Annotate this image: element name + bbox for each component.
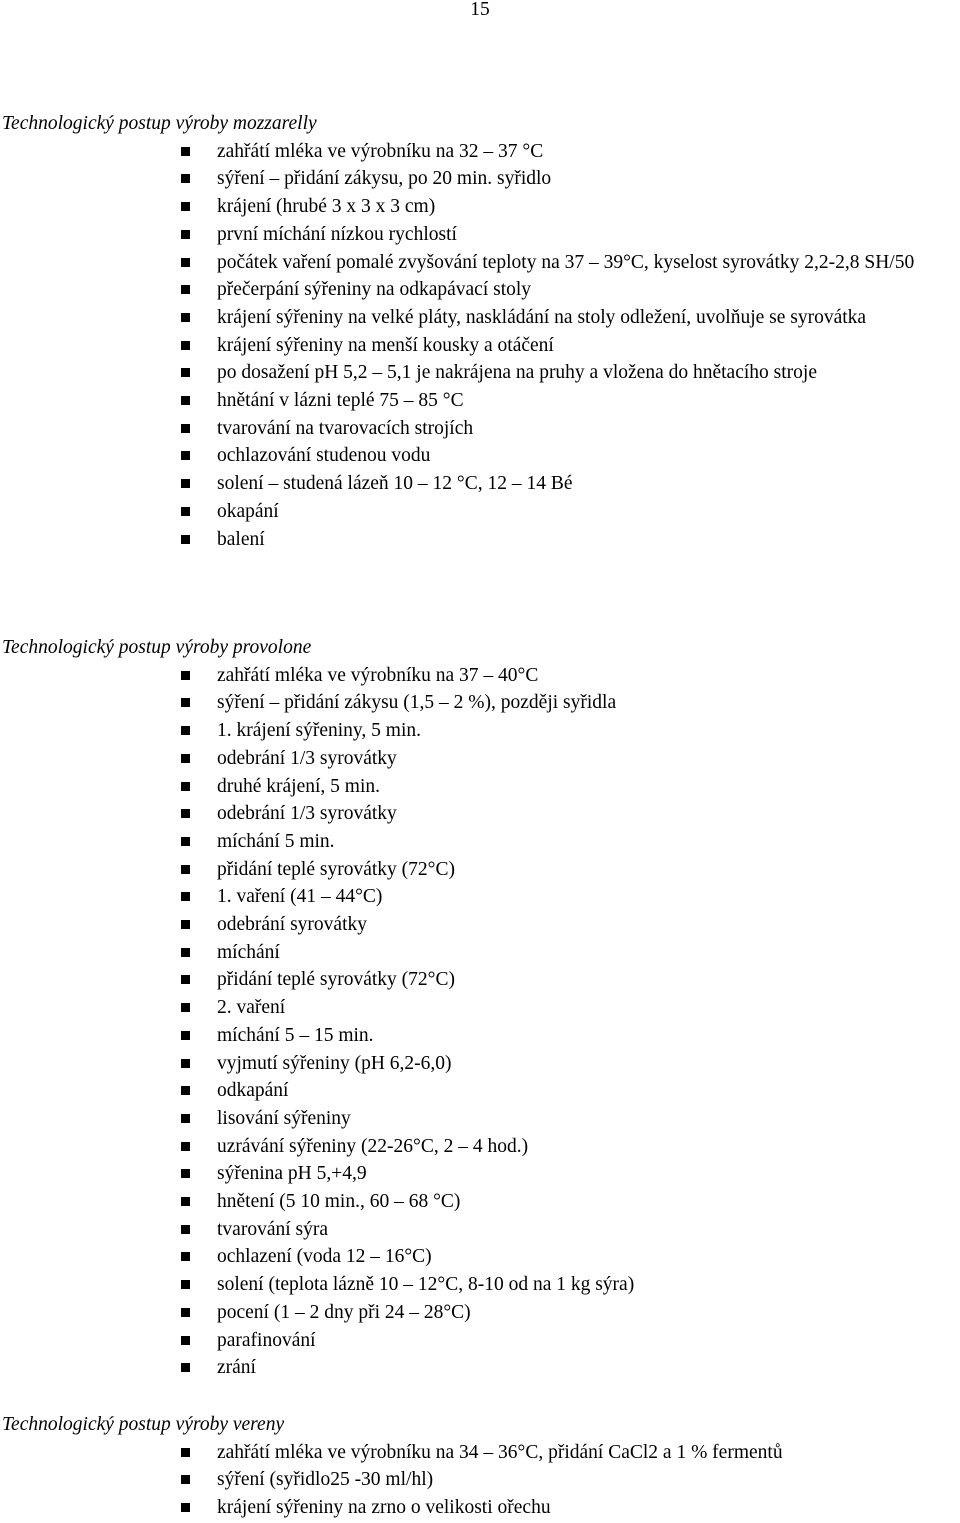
square-bullet-icon (181, 1225, 190, 1234)
list-item: 1. krájení sýřeniny, 5 min. (0, 717, 960, 745)
list-item: přidání teplé syrovátky (72°C) (0, 966, 960, 994)
square-bullet-icon (181, 948, 190, 957)
list-item: 2. vaření (0, 994, 960, 1022)
square-bullet-icon (181, 451, 190, 460)
square-bullet-icon (181, 865, 190, 874)
section-mozzarella (0, 110, 960, 553)
list-item: ochlazování studenou vodu (0, 442, 960, 470)
square-bullet-icon (181, 1336, 190, 1345)
square-bullet-icon (181, 1363, 190, 1372)
list-item: tvarování na tvarovacích strojích (0, 415, 960, 443)
section-title: Technologický postup výroby provolone (2, 637, 312, 658)
list-item: míchání 5 – 15 min. (0, 1022, 960, 1050)
square-bullet-icon (181, 1503, 190, 1512)
list-item: zrání (0, 1354, 960, 1382)
square-bullet-icon (181, 782, 190, 791)
list-item: přečerpání sýřeniny na odkapávací stoly (0, 276, 960, 304)
square-bullet-icon (181, 368, 190, 377)
list-item: míchání (0, 939, 960, 967)
list-item: krájení sýřeniny na velké pláty, naskládání na stoly odležení, uvolňuje se syrovátka (0, 304, 960, 332)
list-item: míchání 5 min. (0, 828, 960, 856)
square-bullet-icon (181, 258, 190, 267)
square-bullet-icon (181, 1003, 190, 1012)
square-bullet-icon (181, 313, 190, 322)
list-item: okapání (0, 498, 960, 526)
list-item: zahřátí mléka ve výrobníku na 34 – 36°C, přidání CaCl2 a 1 % fermentů (0, 1439, 960, 1467)
square-bullet-icon (181, 1086, 190, 1095)
list-item: odkapání (0, 1077, 960, 1105)
section-provolone (0, 634, 960, 1382)
list-item: krájení (hrubé 3 x 3 x 3 cm) (0, 193, 960, 221)
square-bullet-icon (181, 507, 190, 516)
square-bullet-icon (181, 920, 190, 929)
list-item: odebrání 1/3 syrovátky (0, 745, 960, 773)
square-bullet-icon (181, 230, 190, 239)
square-bullet-icon (181, 1169, 190, 1178)
list-item: pocení (1 – 2 dny při 24 – 28°C) (0, 1299, 960, 1327)
list-item: zahřátí mléka ve výrobníku na 32 – 37 °C (0, 138, 960, 166)
list-item: počátek vaření pomalé zvyšování teploty na 37 – 39°C, kyselost syrovátky 2,2-2,8 SH/50 (0, 249, 960, 277)
section-vereny (0, 1411, 960, 1522)
list-item: hnětání v lázni teplé 75 – 85 °C (0, 387, 960, 415)
list-item: krájení sýřeniny na menší kousky a otáčení (0, 332, 960, 360)
square-bullet-icon (181, 754, 190, 763)
square-bullet-icon (181, 535, 190, 544)
square-bullet-icon (181, 1280, 190, 1289)
list-item: vyjmutí sýřeniny (pH 6,2-6,0) (0, 1050, 960, 1078)
square-bullet-icon (181, 892, 190, 901)
square-bullet-icon (181, 341, 190, 350)
list-item: tvarování sýra (0, 1216, 960, 1244)
square-bullet-icon (181, 1197, 190, 1206)
square-bullet-icon (181, 837, 190, 846)
square-bullet-icon (181, 396, 190, 405)
square-bullet-icon (181, 424, 190, 433)
square-bullet-icon (181, 698, 190, 707)
list-item: po dosažení pH 5,2 – 5,1 je nakrájena na pruhy a vložena do hnětacího stroje (0, 359, 960, 387)
list-item: druhé krájení, 5 min. (0, 773, 960, 801)
list-item: solení – studená lázeň 10 – 12 °C, 12 – 14 Bé (0, 470, 960, 498)
square-bullet-icon (181, 726, 190, 735)
square-bullet-icon (181, 1031, 190, 1040)
list-item: zahřátí mléka ve výrobníku na 37 – 40°C (0, 662, 960, 690)
square-bullet-icon (181, 285, 190, 294)
list-item: krájení sýřeniny na zrno o velikosti ořechu (0, 1494, 960, 1522)
list-item: balení (0, 526, 960, 554)
list-item: sýřenina pH 5,+4,9 (0, 1160, 960, 1188)
list-item: sýření (syřidlo25 -30 ml/hl) (0, 1466, 960, 1494)
list-item: přidání teplé syrovátky (72°C) (0, 856, 960, 884)
list-item: parafinování (0, 1327, 960, 1355)
square-bullet-icon (181, 479, 190, 488)
square-bullet-icon (181, 1114, 190, 1123)
step-list (0, 1439, 960, 1522)
list-item: sýření – přidání zákysu, po 20 min. syřidlo (0, 165, 960, 193)
list-item: sýření – přidání zákysu (1,5 – 2 %), později syřidla (0, 689, 960, 717)
list-item: odebrání syrovátky (0, 911, 960, 939)
square-bullet-icon (181, 671, 190, 680)
list-item: hnětení (5 10 min., 60 – 68 °C) (0, 1188, 960, 1216)
list-item: první míchání nízkou rychlostí (0, 221, 960, 249)
page-number: 15 (470, 0, 490, 20)
step-list (0, 138, 960, 554)
list-item: ochlazení (voda 12 – 16°C) (0, 1243, 960, 1271)
section-title: Technologický postup výroby mozzarelly (2, 113, 317, 134)
square-bullet-icon (181, 1475, 190, 1484)
section-title: Technologický postup výroby vereny (2, 1414, 285, 1435)
square-bullet-icon (181, 1448, 190, 1457)
square-bullet-icon (181, 809, 190, 818)
list-item: uzrávání sýřeniny (22-26°C, 2 – 4 hod.) (0, 1133, 960, 1161)
list-item: 1. vaření (41 – 44°C) (0, 883, 960, 911)
square-bullet-icon (181, 202, 190, 211)
square-bullet-icon (181, 1308, 190, 1317)
list-item: solení (teplota lázně 10 – 12°C, 8-10 od na 1 kg sýra) (0, 1271, 960, 1299)
square-bullet-icon (181, 1059, 190, 1068)
list-item: lisování sýřeniny (0, 1105, 960, 1133)
square-bullet-icon (181, 1142, 190, 1151)
square-bullet-icon (181, 975, 190, 984)
step-list (0, 662, 960, 1382)
square-bullet-icon (181, 147, 190, 156)
list-item: odebrání 1/3 syrovátky (0, 800, 960, 828)
square-bullet-icon (181, 1252, 190, 1261)
square-bullet-icon (181, 174, 190, 183)
